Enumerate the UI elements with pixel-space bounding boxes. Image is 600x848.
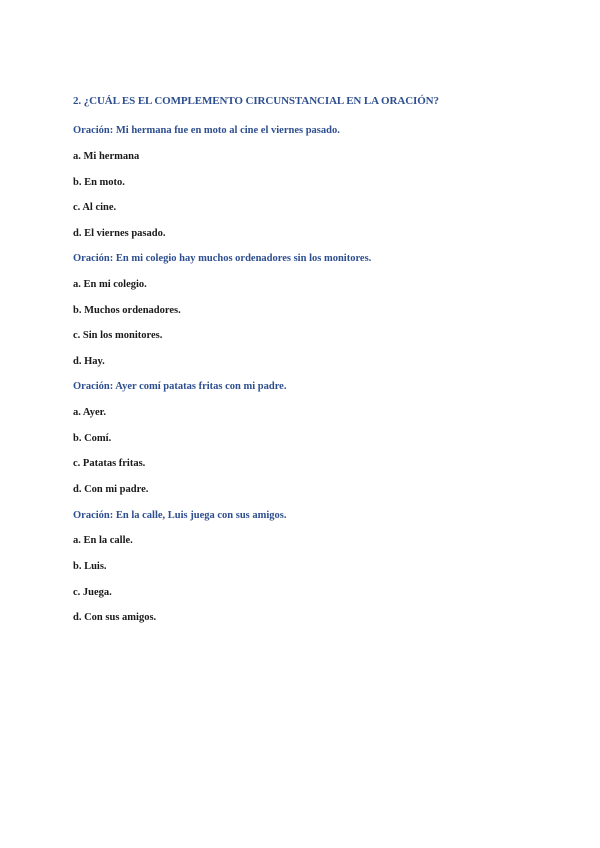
option-2c: c. Sin los monitores. (73, 330, 163, 341)
option-3c: c. Patatas fritas. (73, 458, 146, 469)
option-2b: b. Muchos ordenadores. (73, 305, 181, 316)
option-1d: d. El viernes pasado. (73, 228, 166, 239)
option-1a: a. Mi hermana (73, 151, 140, 162)
option-4a: a. En la calle. (73, 535, 133, 546)
option-3b: b. Comí. (73, 433, 112, 444)
option-3d: d. Con mi padre. (73, 484, 149, 495)
question-title: 2. ¿CUÁL ES EL COMPLEMENTO CIRCUNSTANCIAL EN LA ORACIÓN? (73, 95, 439, 107)
sentence-1: Oración: Mi hermana fue en moto al cine el viernes pasado. (73, 125, 340, 136)
option-4c: c. Juega. (73, 587, 112, 598)
sentence-2: Oración: En mi colegio hay muchos ordenadores sin los monitores. (73, 253, 372, 264)
sentence-3: Oración: Ayer comí patatas fritas con mi padre. (73, 381, 287, 392)
option-4b: b. Luis. (73, 561, 107, 572)
option-3a: a. Ayer. (73, 407, 106, 418)
option-1b: b. En moto. (73, 177, 125, 188)
option-2a: a. En mi colegio. (73, 279, 147, 290)
option-4d: d. Con sus amigos. (73, 612, 157, 623)
sentence-4: Oración: En la calle, Luis juega con sus amigos. (73, 510, 287, 521)
option-1c: c. Al cine. (73, 202, 117, 213)
option-2d: d. Hay. (73, 356, 105, 367)
